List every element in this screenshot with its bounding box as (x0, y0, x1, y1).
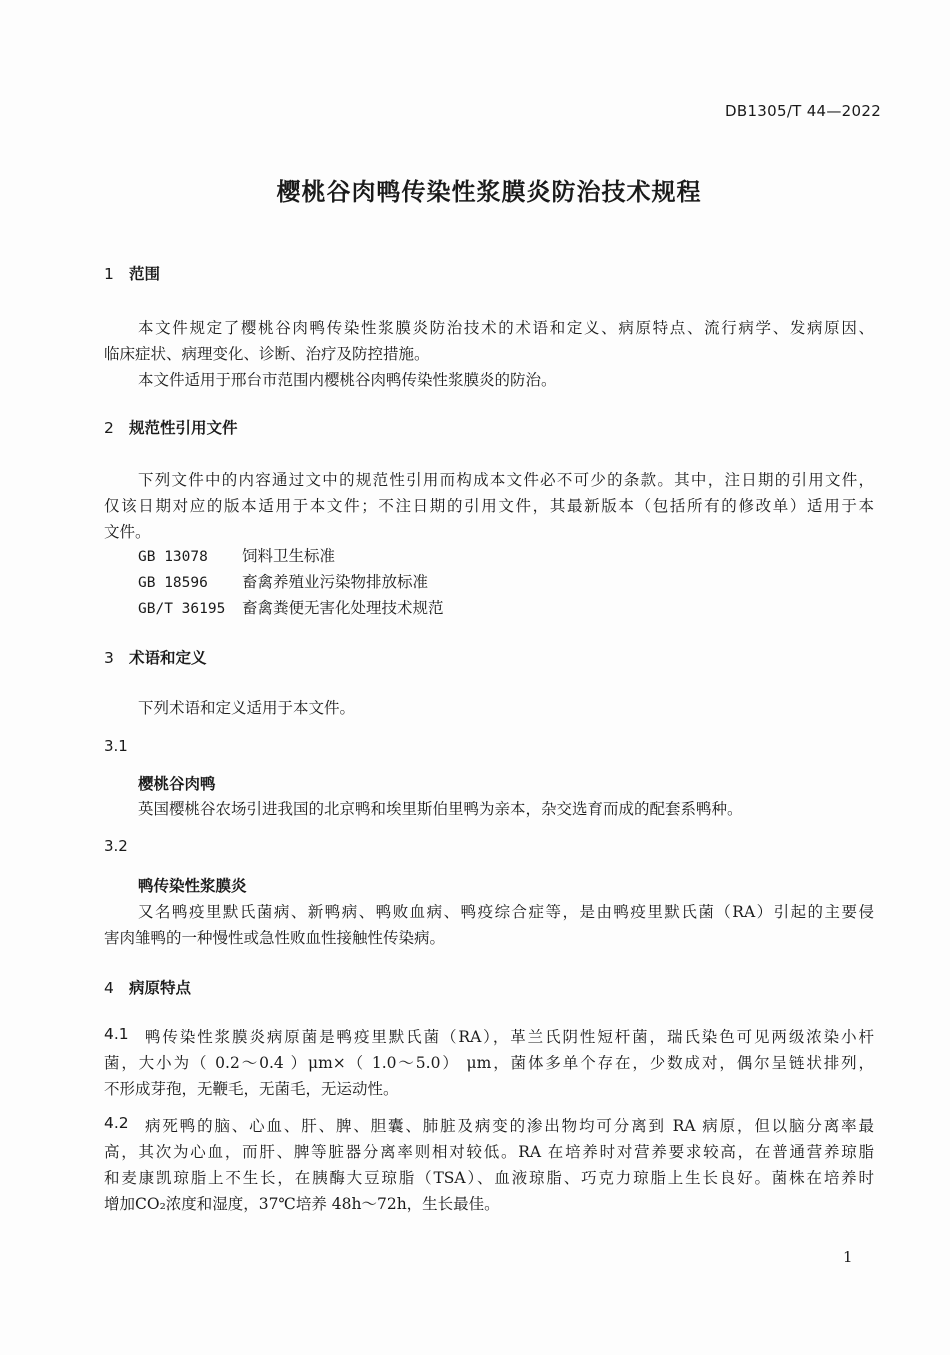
clause-line: 和麦康凯琼脂上不生长，在胰酶大豆琼脂（TSA）、血液琼脂、巧克力琼脂上生长良好。菌株在培养时 (104, 1169, 874, 1187)
scope-paragraph-line: 本文件规定了樱桃谷肉鸭传染性浆膜炎防治技术的术语和定义、病原特点、流行病学、发病原因、 (138, 319, 874, 337)
clause-line: 不形成芽孢，无鞭毛，无菌毛，无运动性。 (104, 1080, 399, 1098)
term-definition: 英国樱桃谷农场引进我国的北京鸭和埃里斯伯里鸭为亲本，杂交选育而成的配套系鸭种。 (138, 800, 743, 818)
clause-line: 高，其次为心血，而肝、脾等脏器分离率则相对较低。RA 在培养时对营养要求较高，在普通营养琼脂 (104, 1143, 874, 1161)
references-paragraph-line: 文件。 (104, 523, 151, 541)
terms-intro-paragraph: 下列术语和定义适用于本文件。 (138, 699, 356, 717)
reference-item (138, 596, 444, 618)
term-title: 鸭传染性浆膜炎 (138, 877, 247, 895)
term-number: 3.1 (104, 737, 128, 755)
scope-paragraph-line: 临床症状、病理变化、诊断、治疗及防控措施。 (104, 345, 430, 363)
reference-item (138, 544, 335, 566)
reference-code: GB 18596 (138, 575, 208, 591)
reference-name: 畜禽养殖业污染物排放标准 (242, 573, 429, 591)
section-title: 术语和定义 (129, 649, 207, 667)
section-number: 4 (104, 979, 114, 997)
section-heading-pathogen-characteristics (104, 976, 191, 998)
term-title: 樱桃谷肉鸭 (138, 775, 216, 793)
clause-line: 菌，大小为（ 0.2～0.4 ）μm×（ 1.0～5.0） μm，菌体多单个存在，少数成对，偶尔呈链状排列， (104, 1054, 874, 1072)
section-title: 规范性引用文件 (129, 419, 238, 437)
term-definition-line: 又名鸭疫里默氏菌病、新鸭病、鸭败血病、鸭疫综合症等，是由鸭疫里默氏菌（RA）引起的主要侵 (138, 903, 874, 921)
clause-number-text: 4.2 (104, 1114, 129, 1132)
term-number: 3.2 (104, 837, 128, 855)
scope-applicability-paragraph: 本文件适用于邢台市范围内樱桃谷肉鸭传染性浆膜炎的防治。 (138, 371, 557, 389)
page-number: 1 (843, 1248, 853, 1266)
reference-code: GB/T 36195 (138, 601, 226, 617)
document-title: 樱桃谷肉鸭传染性浆膜炎防治技术规程 (276, 178, 702, 206)
section-number: 3 (104, 649, 114, 667)
clause-line: 鸭传染性浆膜炎病原菌是鸭疫里默氏菌（RA），革兰氏阴性短杆菌，瑞氏染色可见两级浓染小杆 (145, 1028, 874, 1046)
section-heading-terms-definitions (104, 646, 207, 668)
section-heading-scope (104, 262, 160, 284)
references-paragraph-line: 仅该日期对应的版本适用于本文件；不注日期的引用文件，其最新版本（包括所有的修改单）适用于本 (104, 497, 874, 515)
clause-line: 病死鸭的脑、心血、肝、脾、胆囊、肺脏及病变的渗出物均可分离到 RA 病原，但以脑分离率最 (145, 1117, 874, 1135)
section-number: 1 (104, 265, 114, 283)
reference-code: GB 13078 (138, 549, 208, 565)
reference-name: 饲料卫生标准 (242, 547, 336, 565)
term-definition-line: 害肉雏鸭的一种慢性或急性败血性接触性传染病。 (104, 929, 446, 947)
reference-name: 畜禽粪便无害化处理技术规范 (242, 599, 444, 617)
references-paragraph-line: 下列文件中的内容通过文中的规范性引用而构成本文件必不可少的条款。其中，注日期的引用文件， (138, 471, 874, 489)
section-title: 病原特点 (129, 979, 192, 997)
clause-number-text: 4.1 (104, 1025, 129, 1043)
section-heading-normative-references (104, 416, 238, 438)
clause-line: 增加CO₂浓度和湿度，37℃培养 48h～72h，生长最佳。 (104, 1195, 500, 1213)
section-number: 2 (104, 419, 114, 437)
clause-number (104, 1025, 129, 1043)
reference-item (138, 570, 428, 592)
document-code: DB1305/T 44—2022 (725, 102, 882, 120)
clause-number (104, 1114, 129, 1132)
section-title: 范围 (129, 265, 161, 283)
